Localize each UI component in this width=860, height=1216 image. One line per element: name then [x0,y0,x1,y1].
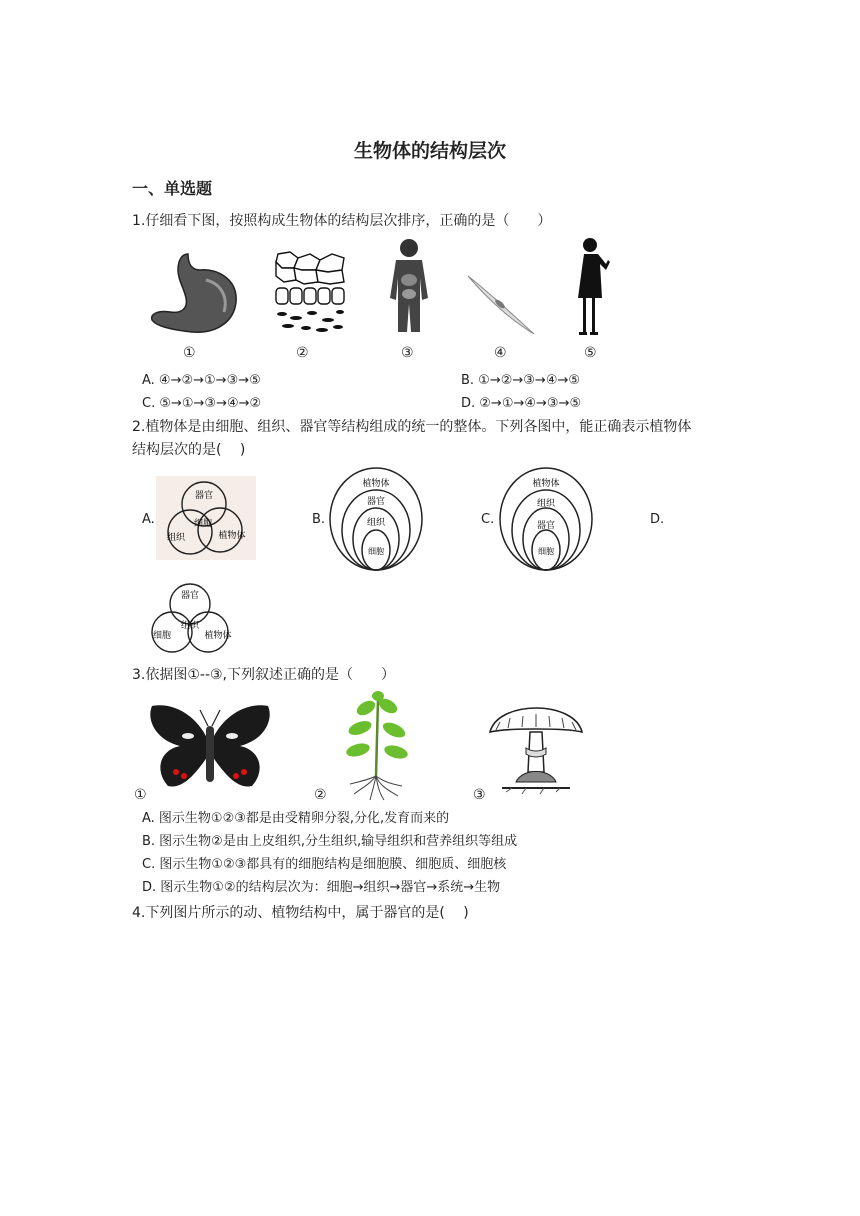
q2-option-b-label[interactable]: B. [312,512,326,527]
q3-option-c[interactable]: C. 图示生物①②③都具有的细胞结构是细胞膜、细胞质、细胞核 [142,857,507,872]
q2-option-c-label[interactable]: C. [481,512,495,527]
q2c-organ: 器官 [536,521,556,531]
q2b-cell: 细胞 [368,547,384,556]
q1-figure-label-3: ③ [401,345,414,361]
q2d-plant: 植物体 [204,631,232,641]
tissue-image [274,250,346,334]
q2a-tissue: 组织 [166,533,186,543]
q2b-organ: 器官 [366,497,386,507]
question-4-text: 4.下列图片所示的动、植物结构中，属于器官的是( ) [132,905,469,921]
q1-figure-label-4: ④ [494,345,507,361]
q2-diagram-d [146,582,236,658]
q3-option-a[interactable]: A. 图示生物①②③都是由受精卵分裂,分化,发育而来的 [142,811,450,826]
q1-option-b[interactable]: B. ①→②→③→④→⑤ [461,373,581,388]
q2a-plant: 植物体 [218,531,246,541]
q1-option-d[interactable]: D. ②→①→④→③→⑤ [461,396,582,411]
q2-diagram-a [156,476,256,560]
q1-figure-label-1: ① [183,345,196,361]
q2d-organ: 器官 [180,591,200,601]
section-heading: 一、单选题 [132,179,213,198]
q3-option-d[interactable]: D. 图示生物①②的结构层次为：细胞→组织→器官→系统→生物 [142,880,501,895]
q1-option-c[interactable]: C. ⑤→①→③→④→② [142,396,262,411]
q2-diagram-b [328,466,424,572]
question-1-text: 1.仔细看下图，按照构成生物体的结构层次排序，正确的是（ ） [132,213,552,229]
q3-figure-label-2: ② [314,787,327,803]
question-2-text-line2: 结构层次的是( ) [132,442,246,458]
human-body-systems-image [384,238,434,334]
question-2-text-line1: 2.植物体是由细胞、组织、器官等结构组成的统一的整体。下列各图中，能正确表示植物体 [132,419,692,435]
q1-option-a[interactable]: A. ④→②→①→③→⑤ [142,373,261,388]
q2-option-d-label[interactable]: D. [650,512,665,527]
q3-figure-label-1: ① [134,787,147,803]
q2-diagram-c [498,466,594,572]
q2a-organ: 器官 [194,491,214,501]
q2c-plant: 植物体 [532,479,560,489]
q2d-tissue: 组织 [180,621,200,631]
q2b-tissue: 组织 [366,518,386,528]
butterfly-image [146,700,274,796]
q2c-tissue: 组织 [536,499,556,509]
q2d-cell: 细胞 [152,631,172,641]
stomach-image [148,250,240,336]
q3-option-b[interactable]: B. 图示生物②是由上皮组织,分生组织,输导组织和营养组织等组成 [142,834,518,849]
q2-option-a-label[interactable]: A. [142,512,155,527]
seedling-image [340,690,414,802]
q1-figure-label-2: ② [296,345,309,361]
page-title: 生物体的结构层次 [353,140,506,162]
question-3-text: 3.依据图①--③,下列叙述正确的是（ ） [132,667,396,683]
q1-figure-label-5: ⑤ [584,345,597,361]
q2c-cell: 细胞 [538,547,554,556]
q2a-cell: 细胞 [193,519,213,529]
mushroom-image [486,692,586,800]
q2b-plant: 植物体 [362,479,390,489]
person-image [572,236,612,336]
q3-figure-label-3: ③ [473,787,486,803]
muscle-cell-image [466,272,536,338]
